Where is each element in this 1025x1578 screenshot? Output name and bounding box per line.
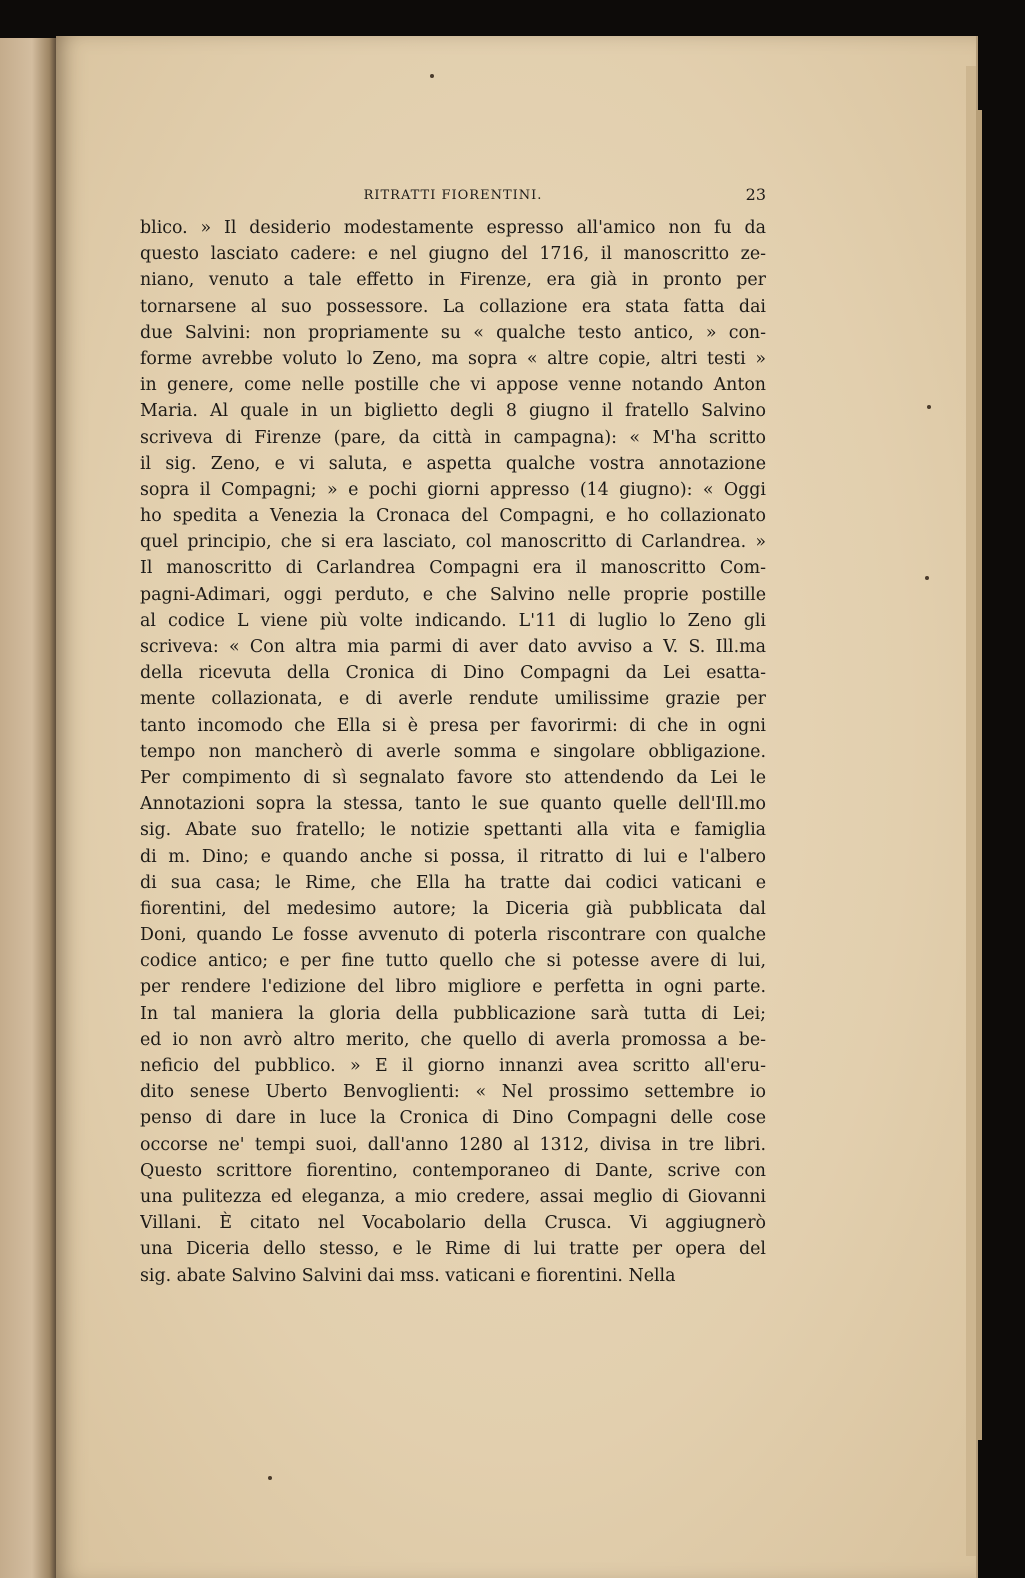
body-text <box>140 215 766 1289</box>
text-line: della ricevuta della Cronica di Dino Compagni da Lei esatta- <box>140 663 766 684</box>
text-line: Per compimento di sì segnalato favore sto attendendo da Lei le <box>140 767 766 788</box>
text-line: In tal maniera la gloria della pubblicazione sarà tutta di Lei; <box>140 1003 766 1024</box>
text-line: mente collazionata, e di averle rendute umilissime grazie per <box>140 689 766 710</box>
text-line: Maria. Al quale in un biglietto degli 8 giugno il fratello Salvino <box>140 401 766 422</box>
text-line: blico. » Il desiderio modestamente espresso all'amico non fu da <box>140 218 766 238</box>
text-line: una Diceria dello stesso, e le Rime di lui tratte per opera del <box>140 1239 766 1260</box>
text-line: tempo non mancherò di averle somma e singolare obbligazione. <box>140 741 766 762</box>
text-line: neficio del pubblico. » E il giorno innanzi avea scritto all'eru- <box>140 1056 766 1076</box>
page-number: 23 <box>745 185 766 204</box>
text-line: Doni, quando Le fosse avvenuto di poterla riscontrare con qualche <box>140 925 766 946</box>
text-line: due Salvini: non propriamente su « qualche testo antico, » con- <box>140 322 766 343</box>
text-line: il sig. Zeno, e vi saluta, e aspetta qualche vostra annotazione <box>140 453 766 474</box>
text-line: niano, venuto a tale effetto in Firenze, era già in pronto per <box>140 270 766 291</box>
text-line: penso di dare in luce la Cronica di Dino Compagni delle cose <box>140 1108 766 1129</box>
text-line: pagni-Adimari, oggi perduto, e che Salvino nelle proprie postille <box>140 584 766 605</box>
paper-speck <box>268 1476 272 1480</box>
paper-speck <box>925 576 929 580</box>
text-line: forme avrebbe voluto lo Zeno, ma sopra « altre copie, altri testi » <box>140 348 766 369</box>
text-line: Villani. È citato nel Vocabolario della Crusca. Vi aggiugnerò <box>140 1213 766 1234</box>
text-line: sig. Abate suo fratello; le notizie spettanti alla vita e famiglia <box>140 820 766 841</box>
text-line: Il manoscritto di Carlandrea Compagni era il manoscritto Com- <box>140 558 766 579</box>
text-line: sig. abate Salvino Salvini dai mss. vaticani e fiorentini. Nella <box>140 1265 676 1286</box>
page-edge-stack <box>966 66 976 1556</box>
text-line: per rendere l'edizione del libro migliore e perfetta in ogni parte. <box>140 977 766 998</box>
text-line: scriveva di Firenze (pare, da città in campagna): « M'ha scritto <box>140 427 766 448</box>
text-line: fiorentini, del medesimo autore; la Diceria già pubblicata dal <box>140 898 766 919</box>
left-page-edge <box>0 38 58 1578</box>
text-line: dito senese Uberto Benvoglienti: « Nel prossimo settembre io <box>140 1082 766 1103</box>
text-line: codice antico; e per fine tutto quello che si potesse avere di lui, <box>140 951 766 972</box>
text-line: scriveva: « Con altra mia parmi di aver dato avviso a V. S. Ill.ma <box>140 637 766 657</box>
text-line: tornarsene al suo possessore. La collazione era stata fatta dai <box>140 296 766 317</box>
text-line: una pulitezza ed eleganza, a mio credere, assai meglio di Giovanni <box>140 1186 766 1207</box>
text-line: Questo scrittore fiorentino, contemporaneo di Dante, scrive con <box>140 1160 766 1181</box>
text-line: ho spedita a Venezia la Cronaca del Compagni, e ho collazionato <box>140 506 766 527</box>
text-line: questo lasciato cadere: e nel giugno del 1716, il manoscritto ze- <box>140 244 766 265</box>
page-edge-stack-inner <box>976 110 982 1440</box>
text-line: occorse ne' tempi suoi, dall'anno 1280 al 1312, divisa in tre libri. <box>140 1134 766 1155</box>
paper-speck <box>430 74 434 78</box>
text-line: in genere, come nelle postille che vi appose venne notando Anton <box>140 375 766 396</box>
paper-speck <box>927 405 931 409</box>
text-line: di sua casa; le Rime, che Ella ha tratte dai codici vaticani e <box>140 872 766 893</box>
text-line: di m. Dino; e quando anche si possa, il ritratto di lui e l'albero <box>140 846 766 867</box>
text-line: Annotazioni sopra la stessa, tanto le sue quanto quelle dell'Ill.mo <box>140 794 766 815</box>
text-line: ed io non avrò altro merito, che quello di averla promossa a be- <box>140 1029 766 1050</box>
running-head-title: RITRATTI FIORENTINI. <box>363 188 543 203</box>
text-line: sopra il Compagni; » e pochi giorni appresso (14 giugno): « Oggi <box>140 479 766 500</box>
text-line: al codice L viene più volte indicando. L'11 di luglio lo Zeno gli <box>140 610 766 631</box>
text-line: tanto incomodo che Ella si è presa per favorirmi: di che in ogni <box>140 715 766 736</box>
text-line: quel principio, che si era lasciato, col manoscritto di Carlandrea. » <box>140 532 766 553</box>
